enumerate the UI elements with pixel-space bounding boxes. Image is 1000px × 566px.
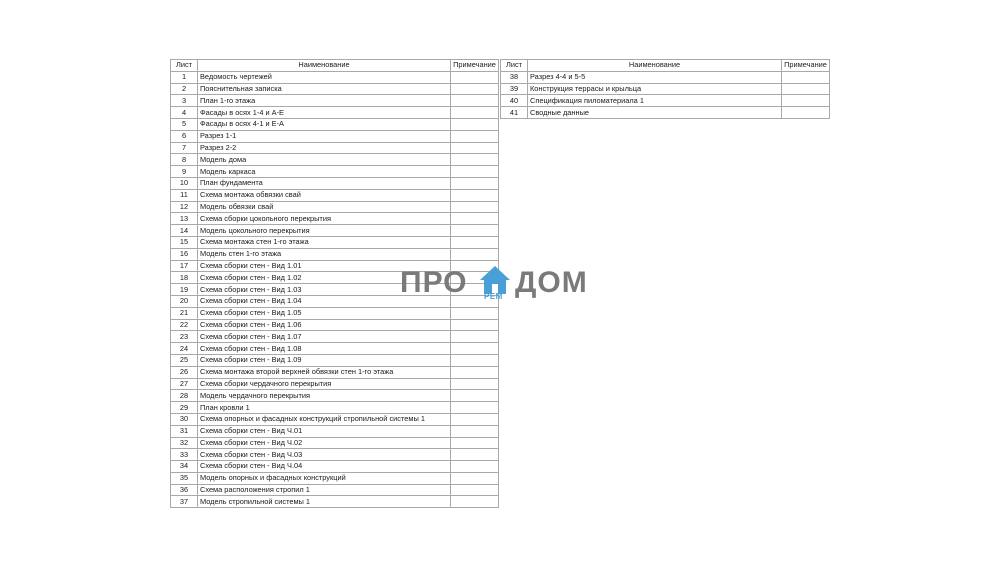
sheet-note-cell [451,366,499,378]
sheet-note-cell [451,154,499,166]
table-row [171,484,499,496]
drawings-list-table-right [500,59,830,119]
table-row [171,83,499,95]
sheet-name-cell: Схема монтажа стен 1-го этажа [198,236,451,248]
sheet-name-cell: Пояснительная записка [198,83,451,95]
table-row [171,166,499,178]
table-row [171,71,499,83]
sheet-note-cell [451,189,499,201]
table-row [171,189,499,201]
sheet-name-cell: Разрез 2-2 [198,142,451,154]
sheet-note-cell [782,107,830,119]
sheet-number-cell: 12 [171,201,198,213]
sheet-number-cell: 36 [171,484,198,496]
sheet-number-cell: 32 [171,437,198,449]
table-row [171,201,499,213]
sheet-number-cell: 10 [171,177,198,189]
table-row [171,154,499,166]
sheet-note-cell [451,213,499,225]
sheet-name-cell: Схема сборки стен - Вид Ч.01 [198,425,451,437]
sheet-note-cell [451,378,499,390]
sheet-name-cell: Модель обвязки свай [198,201,451,213]
table-header-row [501,60,830,72]
sheet-number-cell: 22 [171,319,198,331]
sheet-name-cell: Схема сборки цокольного перекрытия [198,213,451,225]
sheet-number-cell: 9 [171,166,198,178]
sheet-number-cell: 2 [171,83,198,95]
sheet-name-cell: Модель чердачного перекрытия [198,390,451,402]
sheet-note-cell [451,225,499,237]
sheet-note-cell [451,142,499,154]
sheet-number-cell: 35 [171,472,198,484]
table-row [171,378,499,390]
table-row [501,107,830,119]
table-row [171,142,499,154]
sheet-name-cell: Схема сборки стен - Вид Ч.03 [198,449,451,461]
table-row [171,402,499,414]
sheet-name-cell: Фасады в осях 1-4 и А-Е [198,107,451,119]
sheet-number-cell: 17 [171,260,198,272]
logo-text-rem: РЕМ [484,292,503,301]
sheet-number-cell: 5 [171,118,198,130]
sheet-note-cell [451,343,499,355]
sheet-number-cell: 14 [171,225,198,237]
sheet-note-cell [451,130,499,142]
sheet-name-cell: Схема расположения стропил 1 [198,484,451,496]
sheet-note-cell [451,437,499,449]
table-row [501,95,830,107]
table-row [171,461,499,473]
sheet-number-cell: 27 [171,378,198,390]
sheet-number-cell: 11 [171,189,198,201]
table-row [171,107,499,119]
sheet-number-cell: 38 [501,71,528,83]
sheet-number-cell: 30 [171,413,198,425]
sheet-number-cell: 28 [171,390,198,402]
sheet-name-cell: Схема сборки стен - Вид 1.01 [198,260,451,272]
sheet-name-cell: Фасады в осях 4-1 и Е-А [198,118,451,130]
sheet-note-cell [451,201,499,213]
table-row [171,366,499,378]
table-row [171,437,499,449]
header-name: Наименование [528,60,782,72]
header-sheet: Лист [171,60,198,72]
sheet-number-cell: 7 [171,142,198,154]
sheet-number-cell: 4 [171,107,198,119]
sheet-number-cell: 34 [171,461,198,473]
table-row [171,472,499,484]
sheet-note-cell [451,319,499,331]
sheet-name-cell: Схема сборки стен - Вид 1.06 [198,319,451,331]
sheet-note-cell [451,71,499,83]
logo-text-dom: ДОМ [515,266,588,299]
sheet-number-cell: 23 [171,331,198,343]
sheet-note-cell [451,331,499,343]
sheet-name-cell: Схема сборки стен - Вид 1.02 [198,272,451,284]
sheet-name-cell: Схема сборки стен - Вид 1.05 [198,307,451,319]
sheet-number-cell: 31 [171,425,198,437]
sheet-number-cell: 20 [171,295,198,307]
table-row [171,213,499,225]
sheet-name-cell: План 1-го этажа [198,95,451,107]
table-row [171,225,499,237]
sheet-number-cell: 15 [171,236,198,248]
table-row [171,177,499,189]
table-row [171,449,499,461]
sheet-number-cell: 3 [171,95,198,107]
sheet-name-cell: Схема сборки стен - Вид Ч.04 [198,461,451,473]
header-note: Примечание [451,60,499,72]
sheet-note-cell [451,248,499,260]
sheet-number-cell: 37 [171,496,198,508]
table-row [171,343,499,355]
sheet-number-cell: 39 [501,83,528,95]
sheet-note-cell [451,118,499,130]
table-row [171,307,499,319]
sheet-name-cell: Схема монтажа второй верхней обвязки стен 1-го этажа [198,366,451,378]
table-row [171,319,499,331]
table-row [171,496,499,508]
sheet-name-cell: План кровли 1 [198,402,451,414]
sheet-name-cell: Схема сборки стен - Вид 1.09 [198,354,451,366]
sheet-number-cell: 24 [171,343,198,355]
sheet-name-cell: Схема монтажа обвязки свай [198,189,451,201]
table-row [171,390,499,402]
table-row [501,71,830,83]
sheet-note-cell [782,95,830,107]
sheet-name-cell: Разрез 1-1 [198,130,451,142]
sheet-number-cell: 21 [171,307,198,319]
sheet-note-cell [451,307,499,319]
table-row [501,83,830,95]
sheet-name-cell: Конструкция террасы и крыльца [528,83,782,95]
table-row [171,95,499,107]
sheet-name-cell: Разрез 4-4 и 5-5 [528,71,782,83]
sheet-note-cell [451,236,499,248]
sheet-note-cell [451,83,499,95]
table-row [171,425,499,437]
sheet-number-cell: 18 [171,272,198,284]
sheet-note-cell [451,166,499,178]
sheet-number-cell: 13 [171,213,198,225]
sheet-number-cell: 29 [171,402,198,414]
sheet-note-cell [451,177,499,189]
sheet-note-cell [451,390,499,402]
table-row [171,413,499,425]
sheet-number-cell: 8 [171,154,198,166]
sheet-number-cell: 25 [171,354,198,366]
sheet-note-cell [451,449,499,461]
sheet-name-cell: Модель цокольного перекрытия [198,225,451,237]
sheet-note-cell [451,425,499,437]
table-header-row [171,60,499,72]
table-row [171,248,499,260]
sheet-name-cell: Ведомость чертежей [198,71,451,83]
header-note: Примечание [782,60,830,72]
sheet-number-cell: 6 [171,130,198,142]
sheet-number-cell: 1 [171,71,198,83]
sheet-name-cell: План фундамента [198,177,451,189]
sheet-note-cell [451,461,499,473]
table-body-right [501,71,830,118]
sheet-number-cell: 40 [501,95,528,107]
sheet-note-cell [451,354,499,366]
header-name: Наименование [198,60,451,72]
sheet-name-cell: Схема сборки чердачного перекрытия [198,378,451,390]
sheet-name-cell: Модель стен 1-го этажа [198,248,451,260]
sheet-note-cell [451,95,499,107]
sheet-note-cell [451,107,499,119]
sheet-note-cell [782,83,830,95]
sheet-name-cell: Модель стропильной системы 1 [198,496,451,508]
sheet-name-cell: Спецификация пиломатериала 1 [528,95,782,107]
table-row [171,236,499,248]
sheet-note-cell [451,484,499,496]
logo-text-pro: ПРО [400,266,468,299]
sheet-name-cell: Схема опорных и фасадных конструкций стропильной системы 1 [198,413,451,425]
table-row [171,331,499,343]
header-sheet: Лист [501,60,528,72]
sheet-name-cell: Модель опорных и фасадных конструкций [198,472,451,484]
sheet-number-cell: 33 [171,449,198,461]
sheet-number-cell: 26 [171,366,198,378]
sheet-note-cell [451,496,499,508]
prorem-dom-logo [399,264,601,304]
sheet-note-cell [451,413,499,425]
sheet-note-cell [451,402,499,414]
sheet-name-cell: Схема сборки стен - Вид Ч.02 [198,437,451,449]
sheet-name-cell: Схема сборки стен - Вид 1.07 [198,331,451,343]
sheet-name-cell: Схема сборки стен - Вид 1.03 [198,284,451,296]
sheet-number-cell: 16 [171,248,198,260]
table-row [171,130,499,142]
sheet-number-cell: 41 [501,107,528,119]
sheet-name-cell: Сводные данные [528,107,782,119]
table-row [171,118,499,130]
sheet-name-cell: Схема сборки стен - Вид 1.04 [198,295,451,307]
sheet-note-cell [782,71,830,83]
sheet-note-cell [451,472,499,484]
sheet-name-cell: Модель дома [198,154,451,166]
table-row [171,354,499,366]
sheet-name-cell: Схема сборки стен - Вид 1.08 [198,343,451,355]
sheet-number-cell: 19 [171,284,198,296]
sheet-name-cell: Модель каркаса [198,166,451,178]
